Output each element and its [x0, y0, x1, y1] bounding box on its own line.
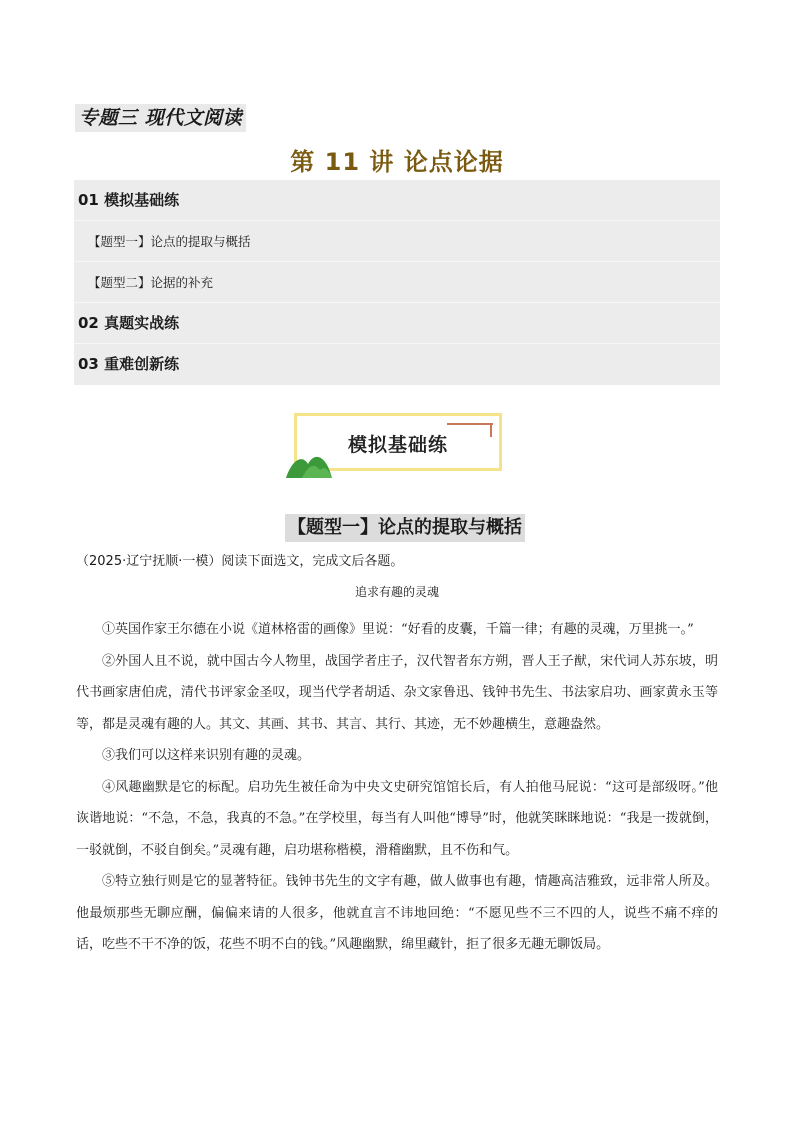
table-of-contents [74, 180, 720, 385]
toc-item-type-one[interactable]: 【题型一】论点的提取与概括 [74, 221, 720, 262]
essay-body [76, 614, 718, 961]
question-type-heading: 【题型一】论点的提取与概括 [285, 514, 525, 542]
banner-accent-line [447, 423, 493, 425]
hills-icon [284, 446, 334, 478]
essay-paragraph: ①英国作家王尔德在小说《道林格雷的画像》里说：“好看的皮囊，千篇一律；有趣的灵魂，万里挑一。” [102, 622, 694, 637]
essay-paragraph: ②外国人且不说，就中国古今人物里，战国学者庄子，汉代智者东方朔，晋人王子猷，宋代词人苏东坡，明代书画家唐伯虎，清代书评家金圣叹，现当代学者胡适、杂文家鲁迅、钱钟书先生、书法家启功、画家黄永玉等等，都是灵魂有趣的人。其文、其画、其书、其言、其行、其迹，无不妙趣横生，意趣盎然。 [76, 653, 718, 732]
lecture-title: 第 11 讲 论点论据 [290, 148, 504, 176]
topic-label: 专题三 现代文阅读 [75, 104, 246, 132]
essay-title: 追求有趣的灵魂 [354, 585, 439, 599]
toc-item-innovation[interactable]: 03 重难创新练 [78, 355, 180, 373]
question-source: （2025·辽宁抚顺·一模）阅读下面选文，完成文后各题。 [76, 554, 404, 569]
toc-item-type-two[interactable]: 【题型二】论据的补充 [74, 262, 720, 303]
essay-paragraph: ④风趣幽默是它的标配。启功先生被任命为中央文史研究馆馆长后，有人拍他马屁说：“这可是部级呀。”他诙谐地说：“不急，不急，我真的不急。”在学校里，每当有人叫他“博导”时，他就笑眯眯地说：“我是一拨就倒，一驳就倒，不驳自倒矣。”灵魂有趣，启功堪称楷模，滑稽幽默，且不伤和气。 [76, 779, 718, 858]
toc-item-simulation[interactable]: 01 模拟基础练 [74, 180, 720, 221]
toc-item-real-exam[interactable]: 02 真题实战练 [74, 303, 720, 344]
banner-title: 模拟基础练 [347, 434, 448, 456]
essay-paragraph: ⑤特立独行则是它的显著特征。钱钟书先生的文字有趣，做人做事也有趣，情趣高洁雅致，远非常人所及。他最烦那些无聊应酬，偏偏来请的人很多，他就直言不讳地回绝：“不愿见些不三不四的人，说些不痛不痒的话，吃些不干不净的饭，花些不明不白的钱。”风趣幽默，绵里藏针，拒了很多无趣无聊饭局。 [76, 874, 718, 952]
essay-paragraph: ③我们可以这样来识别有趣的灵魂。 [102, 748, 311, 763]
